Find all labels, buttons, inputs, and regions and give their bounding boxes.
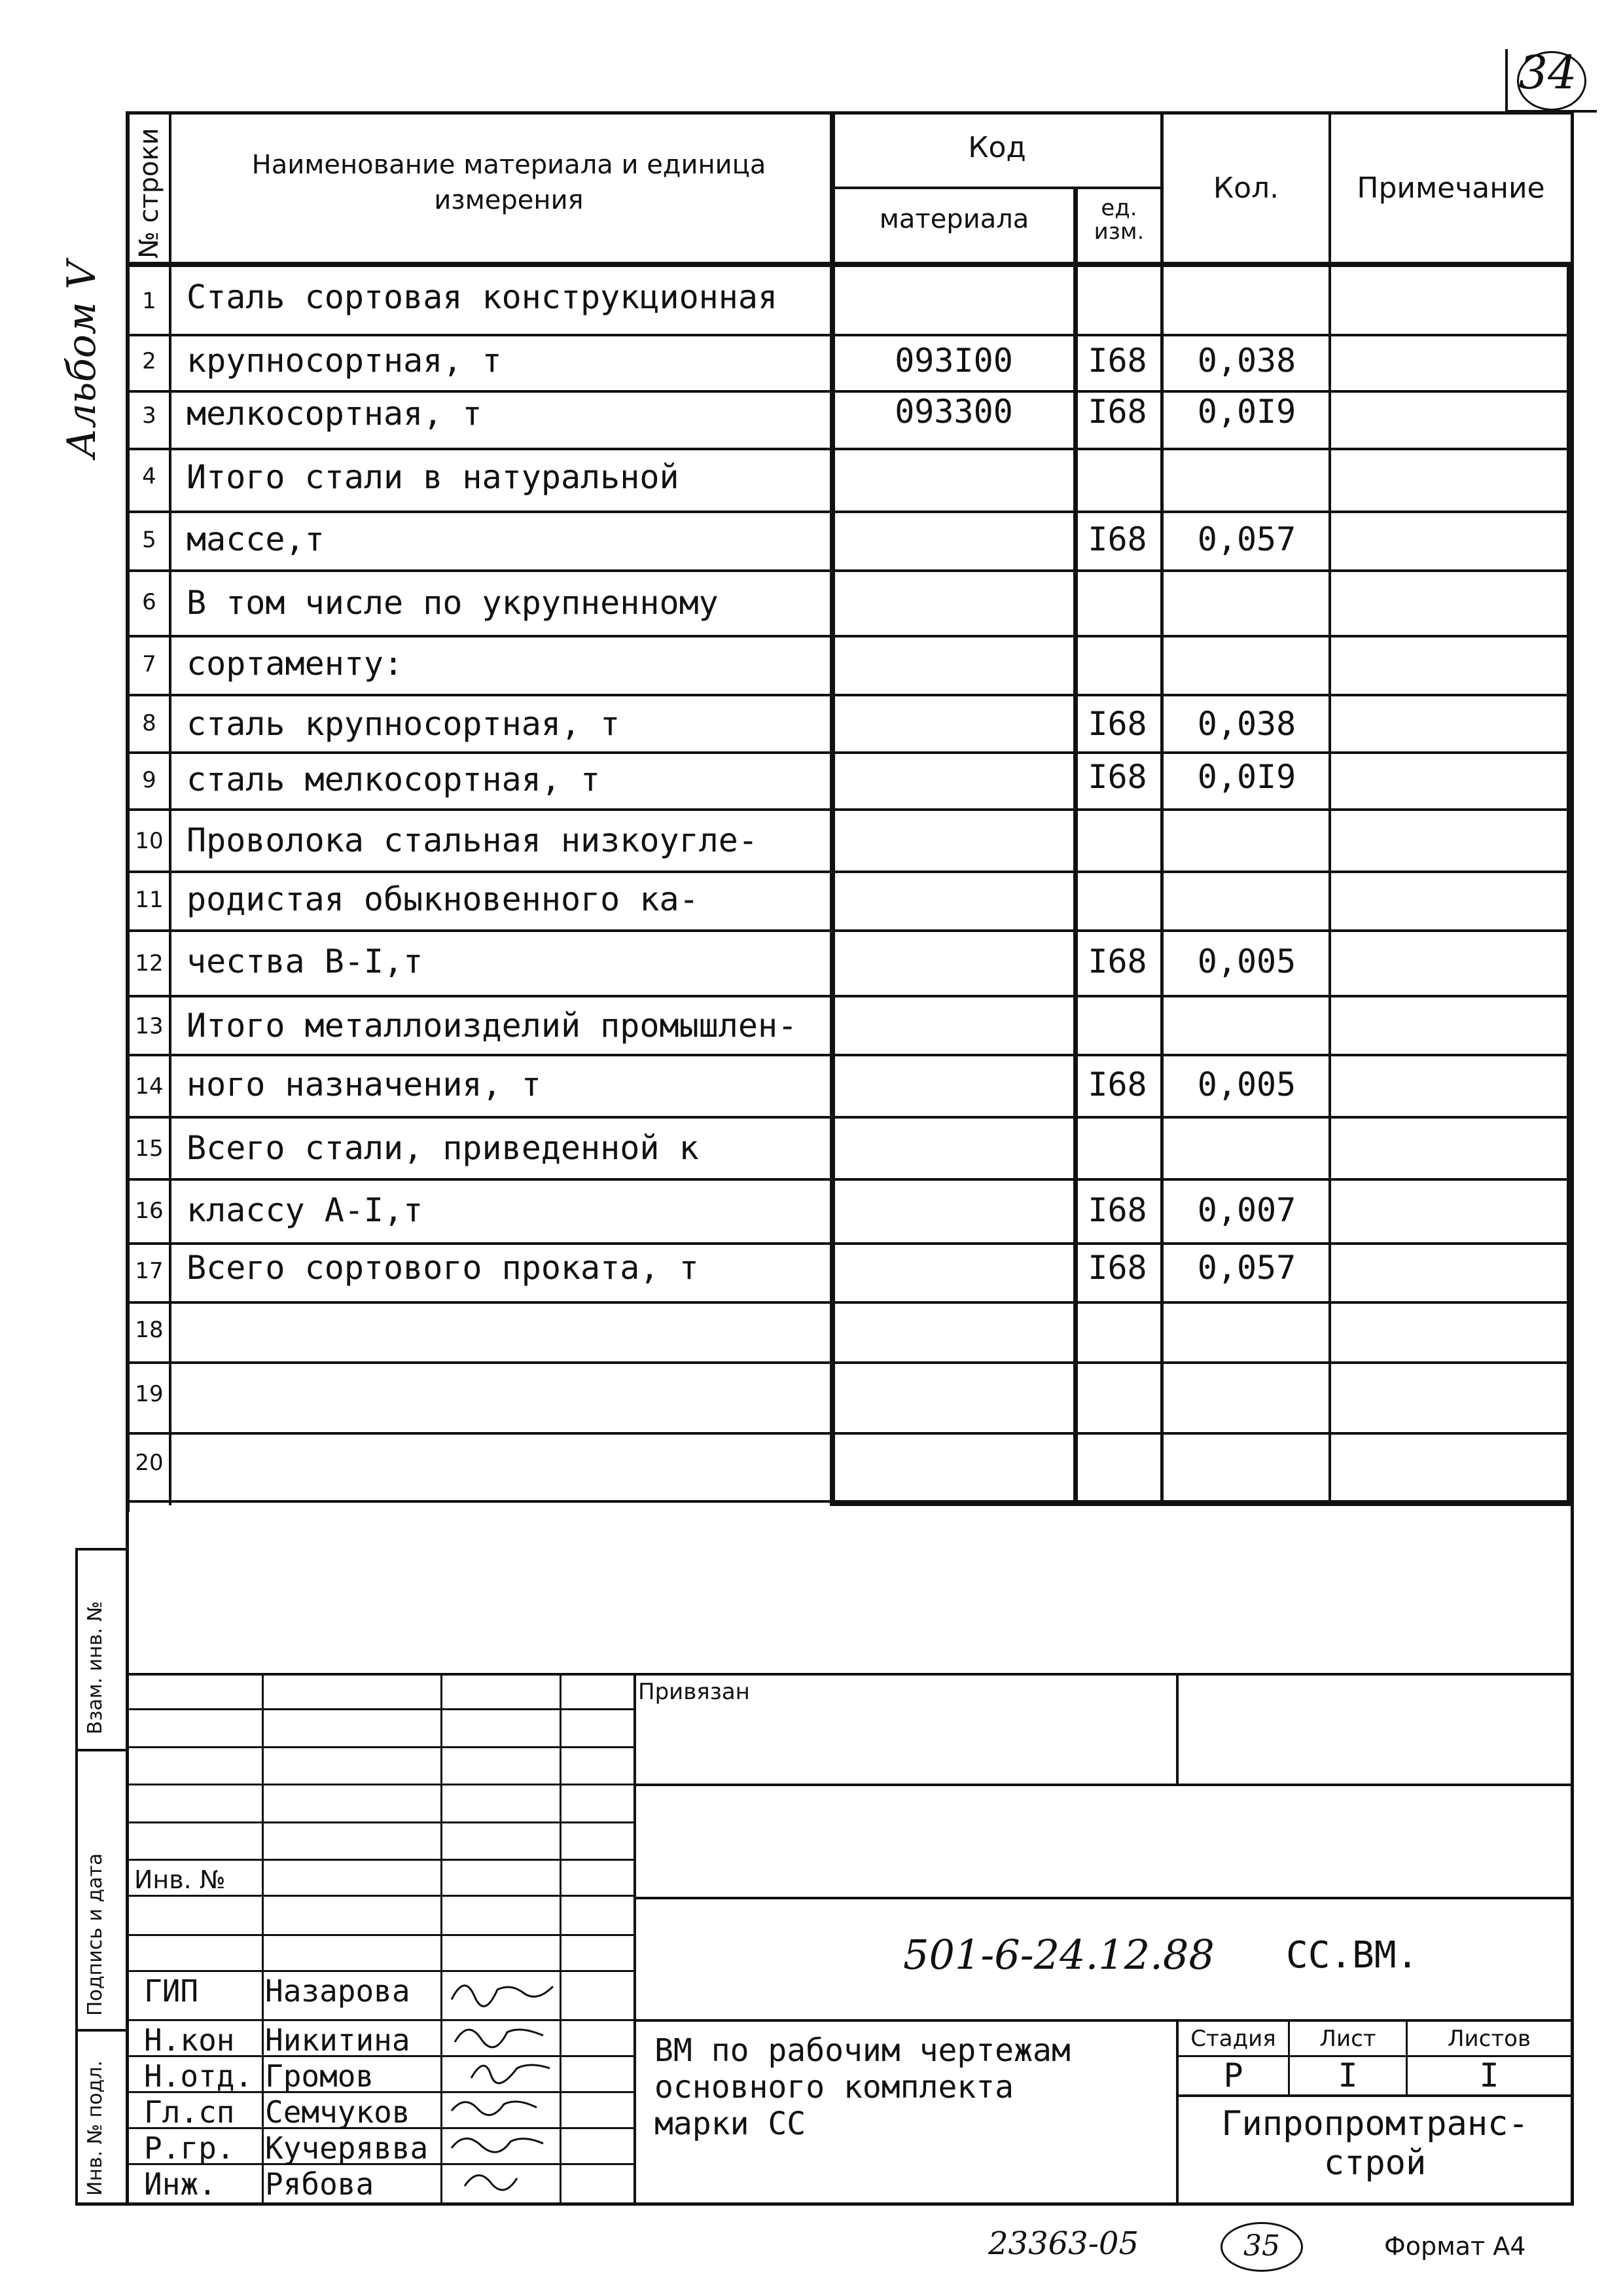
title-line: марки СС	[654, 2106, 806, 2142]
row-number: 3	[142, 403, 156, 429]
row-unit: I68	[1088, 393, 1147, 431]
row-unit: I68	[1088, 942, 1147, 980]
row-number: 2	[142, 348, 156, 374]
row-number: 18	[135, 1317, 164, 1343]
page-number-top-text: 34	[1518, 46, 1577, 99]
row-number: 15	[135, 1136, 164, 1162]
signature-mark	[471, 2065, 550, 2083]
person-name: Рябова	[265, 2166, 374, 2202]
header-unit-code: ед. изм.	[1094, 195, 1145, 245]
row-number: 10	[135, 828, 164, 854]
footer-page	[1221, 2222, 1303, 2272]
sheets-label: Листов	[1447, 2026, 1531, 2052]
row-number: 12	[135, 950, 164, 977]
side-vzam: Взам. инв. №	[84, 1601, 107, 1734]
row-number: 14	[135, 1073, 164, 1100]
row-name: мелкосортная, т	[187, 395, 482, 433]
row-number: 7	[142, 651, 156, 677]
header-row-no: № строки	[134, 128, 164, 259]
person-role: Н.отд.	[144, 2058, 253, 2094]
row-unit: I68	[1088, 1066, 1147, 1103]
signature-mark	[452, 2102, 537, 2115]
row-qty: 0,038	[1197, 342, 1296, 380]
row-name: Проволока стальная низкоугле-	[187, 821, 758, 859]
row-unit: I68	[1088, 705, 1147, 743]
row-unit: I68	[1088, 342, 1147, 380]
footer-page-text: 35	[1243, 2229, 1280, 2263]
row-name: сортаменту:	[187, 645, 404, 683]
row-code: 093I00	[895, 342, 1013, 380]
row-name: сталь крупносортная, т	[187, 705, 620, 743]
row-number: 5	[142, 527, 156, 553]
header-material-code: материала	[879, 204, 1029, 234]
row-unit: I68	[1088, 758, 1147, 796]
signature-mark	[455, 2030, 543, 2047]
document-title	[654, 2032, 1071, 2142]
row-code: 093300	[895, 393, 1013, 431]
row-name: родистая обыкновенного ка-	[187, 880, 699, 918]
row-number: 4	[142, 463, 156, 490]
sheets-value: I	[1479, 2056, 1499, 2094]
person-name: Никитина	[265, 2022, 410, 2058]
row-qty: 0,007	[1197, 1191, 1296, 1229]
row-qty: 0,038	[1197, 705, 1296, 743]
row-number: 16	[135, 1198, 164, 1224]
row-unit: I68	[1088, 1191, 1147, 1229]
row-name: Всего стали, приведенной к	[187, 1129, 699, 1167]
header-name-text: Наименование материала и единица измерения	[251, 150, 766, 215]
row-name: Итого металлоизделий промышлен-	[187, 1007, 798, 1045]
row-number: 6	[142, 589, 156, 615]
person-name: Назарова	[265, 1973, 410, 2009]
header-name	[190, 147, 828, 218]
document-code: 501-6-24.12.88	[903, 1931, 1215, 1979]
privyazan-label: Привязан	[638, 1679, 750, 1705]
row-qty: 0,057	[1197, 520, 1296, 558]
row-unit: I68	[1088, 520, 1147, 558]
header-code: Код	[968, 131, 1026, 164]
person-role: ГИП	[144, 1973, 199, 2009]
row-name: Всего сортового проката, т	[187, 1249, 699, 1287]
person-name: Семчуков	[265, 2094, 410, 2130]
sheet-value: I	[1338, 2056, 1358, 2094]
row-number: 8	[142, 710, 156, 736]
sheet-label: Лист	[1319, 2026, 1376, 2052]
row-number: 9	[142, 767, 156, 793]
signatures	[445, 1970, 563, 2202]
document-mark: СС.ВМ.	[1286, 1934, 1419, 1977]
header-qty: Кол.	[1213, 171, 1279, 205]
row-number: 17	[135, 1258, 164, 1284]
row-qty: 0,0I9	[1197, 393, 1296, 431]
row-name: В том числе по укрупненному	[187, 584, 719, 622]
row-name: Сталь сортовая конструкционная	[187, 278, 778, 316]
person-name: Кучерявва	[265, 2130, 429, 2166]
row-name: массе,т	[187, 520, 325, 558]
row-number: 13	[135, 1013, 164, 1039]
side-inv-podl: Инв. № подл.	[84, 2060, 107, 2196]
inv-no-label: Инв. №	[134, 1865, 226, 1894]
person-role: Инж.	[144, 2166, 217, 2202]
row-name: сталь мелкосортная, т	[187, 761, 601, 798]
row-name: Итого стали в натуральной	[187, 458, 679, 496]
signature-mark	[452, 1986, 553, 2007]
row-unit: I68	[1088, 1249, 1147, 1287]
side-podpis: Подпись и дата	[84, 1853, 107, 2016]
organization	[1179, 2104, 1571, 2183]
row-name: классу А-I,т	[187, 1191, 423, 1229]
title-line: ВМ по рабочим чертежам	[654, 2032, 1071, 2069]
org-line: Гипропромтранс-	[1221, 2104, 1529, 2144]
footer-number: 23363-05	[988, 2225, 1139, 2262]
stage-value: Р	[1223, 2056, 1243, 2094]
row-name: ного назначения, т	[187, 1066, 541, 1103]
album-label: Альбом V	[59, 260, 105, 458]
title-line: основного комплекта	[654, 2069, 1014, 2106]
person-role: Н.кон	[144, 2022, 235, 2058]
row-number: 11	[135, 887, 164, 913]
row-qty: 0,005	[1197, 1066, 1296, 1103]
circle-mark	[1517, 51, 1586, 111]
person-role: Р.гр.	[144, 2130, 235, 2166]
row-name: крупносортная, т	[187, 342, 502, 380]
row-number: 19	[135, 1381, 164, 1407]
header-note: Примечание	[1357, 171, 1545, 205]
signature-mark	[452, 2138, 543, 2152]
row-number: 1	[142, 288, 156, 314]
row-number: 20	[135, 1450, 164, 1476]
org-line: строй	[1323, 2144, 1427, 2183]
row-name: чества В-I,т	[187, 942, 423, 980]
row-qty: 0,005	[1197, 942, 1296, 980]
signature-mark	[465, 2176, 517, 2190]
stage-label: Стадия	[1190, 2026, 1276, 2052]
row-qty: 0,057	[1197, 1249, 1296, 1287]
footer-format: Формат А4	[1384, 2232, 1526, 2261]
person-role: Гл.сп	[144, 2094, 235, 2130]
person-name: Громов	[265, 2058, 374, 2094]
row-qty: 0,0I9	[1197, 758, 1296, 796]
